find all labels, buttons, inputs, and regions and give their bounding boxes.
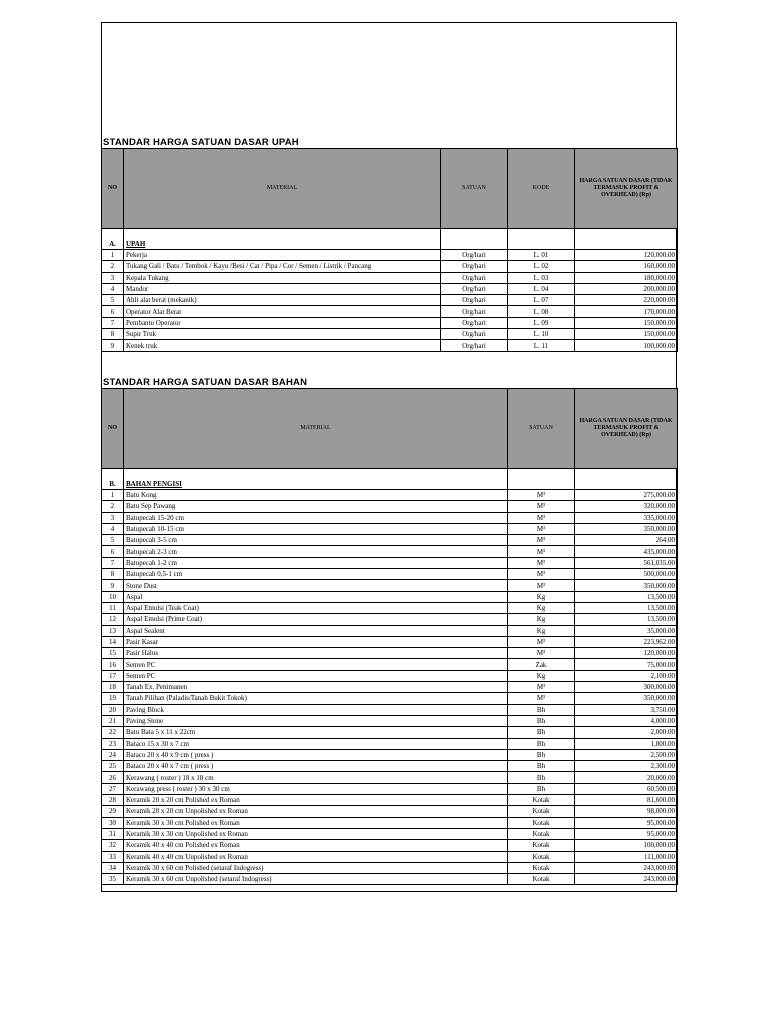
cell-harga: 220,000.00 <box>575 295 678 306</box>
cell-satuan: Bh <box>508 704 575 715</box>
cell-satuan: M³ <box>508 523 575 534</box>
cell-no: 29 <box>102 806 124 817</box>
cell-no: 7 <box>102 557 124 568</box>
cell-material: Keramik 30 x 30 cm Unpolished ex Roman <box>124 828 508 839</box>
cell-no: 4 <box>102 283 124 294</box>
table-row <box>102 727 678 738</box>
cell-harga: 160,000.00 <box>575 261 678 272</box>
cell-harga: 2,500.00 <box>575 749 678 760</box>
cell-no: 6 <box>102 546 124 557</box>
cell-no: 8 <box>102 569 124 580</box>
table-row <box>102 862 678 873</box>
cell-no: 8 <box>102 329 124 340</box>
table-row <box>102 283 678 294</box>
cell-satuan: Org/hari <box>441 261 508 272</box>
cell-harga: 150,000.00 <box>575 329 678 340</box>
cell-harga: 243,000.00 <box>575 874 678 885</box>
cell-satuan: Kg <box>508 625 575 636</box>
section-letter: A. <box>102 229 124 250</box>
cell-satuan: Org/hari <box>441 250 508 261</box>
cell-no: 2 <box>102 261 124 272</box>
cell-satuan: Bh <box>508 783 575 794</box>
header-no: NO <box>102 149 124 229</box>
cell-harga: 20,000.00 <box>575 772 678 783</box>
table-row <box>102 772 678 783</box>
cell-satuan: Zak <box>508 659 575 670</box>
cell-satuan: Bh <box>508 738 575 749</box>
cell-no: 35 <box>102 874 124 885</box>
table-row <box>102 329 678 340</box>
cell-material: Supir Truk <box>124 329 441 340</box>
cell-material: Keramik 30 x 60 cm Unpolished (setaraf Indogress) <box>124 874 508 885</box>
cell-satuan: M³ <box>508 569 575 580</box>
cell-harga: 13,500.00 <box>575 602 678 613</box>
cell-no: 4 <box>102 523 124 534</box>
cell-harga: 2,100.00 <box>575 670 678 681</box>
cell-no: 15 <box>102 648 124 659</box>
cell-material: Keramik 30 x 60 cm Polished (setaraf Indogress) <box>124 862 508 873</box>
cell-harga: 81,600.00 <box>575 795 678 806</box>
cell-satuan: Org/hari <box>441 317 508 328</box>
cell-kode: L. 04 <box>508 283 575 294</box>
table-row <box>102 614 678 625</box>
cell-material: Bataco 20 x 40 x 9 cm ( press ) <box>124 749 508 760</box>
cell-no: 31 <box>102 828 124 839</box>
cell-satuan: Kg <box>508 591 575 602</box>
cell-material: Semen PC <box>124 659 508 670</box>
cell-harga: 75,000.00 <box>575 659 678 670</box>
cell-no: 14 <box>102 636 124 647</box>
table-row <box>102 591 678 602</box>
cell-harga: 2,000.00 <box>575 727 678 738</box>
cell-harga: 200,000.00 <box>575 283 678 294</box>
cell-kode: L. 08 <box>508 306 575 317</box>
table-row <box>102 250 678 261</box>
cell-material: Batupecah 3-5 cm <box>124 535 508 546</box>
cell-material: Batupecah 10-15 cm <box>124 523 508 534</box>
cell-material: Batu Bata 5 x 11 x 22cm <box>124 727 508 738</box>
cell-harga: 100,000.00 <box>575 340 678 351</box>
cell-harga: 13,500.00 <box>575 591 678 602</box>
cell-no: 26 <box>102 772 124 783</box>
cell-no: 10 <box>102 591 124 602</box>
cell-material: Pasir Halus <box>124 648 508 659</box>
cell-material: Batupecah 0,5-1 cm <box>124 569 508 580</box>
cell-no: 18 <box>102 682 124 693</box>
cell-no: 27 <box>102 783 124 794</box>
section-letter: B. <box>102 469 124 490</box>
cell-satuan: Kotak <box>508 828 575 839</box>
cell-material: Bataco 20 x 40 x 7 cm ( press ) <box>124 761 508 772</box>
cell-kode: L. 01 <box>508 250 575 261</box>
cell-satuan: Bh <box>508 715 575 726</box>
cell-material: Aspal Emulsi (Teak Coat) <box>124 602 508 613</box>
cell-no: 11 <box>102 602 124 613</box>
cell-harga: 1,800.00 <box>575 738 678 749</box>
cell-harga: 120,000.00 <box>575 250 678 261</box>
table-row <box>102 817 678 828</box>
section-label: BAHAN PENGISI <box>124 469 508 490</box>
cell-material: Batupecah 2-3 cm <box>124 546 508 557</box>
cell-satuan: Org/hari <box>441 272 508 283</box>
cell-harga: 350,000.00 <box>575 523 678 534</box>
cell-material: Paving Stone <box>124 715 508 726</box>
header-satuan: SATUAN <box>441 149 508 229</box>
cell-material: Batu Sep Pawang <box>124 501 508 512</box>
cell-satuan: Org/hari <box>441 340 508 351</box>
table-row <box>102 783 678 794</box>
cell-satuan: Bh <box>508 761 575 772</box>
cell-kode: L. 09 <box>508 317 575 328</box>
table-row <box>102 806 678 817</box>
cell-material: Keramik 40 x 40 cm Polished ex Roman <box>124 840 508 851</box>
upah-table <box>101 148 678 352</box>
table-row <box>102 295 678 306</box>
cell-satuan: M³ <box>508 535 575 546</box>
cell-harga: 13,500.00 <box>575 614 678 625</box>
cell-material: Mandor <box>124 283 441 294</box>
cell-satuan: Org/hari <box>441 283 508 294</box>
header-satuan: SATUAN <box>508 389 575 469</box>
bahan-title: STANDAR HARGA SATUAN DASAR BAHAN <box>103 377 308 388</box>
cell-material: Stone Dust <box>124 580 508 591</box>
cell-satuan: Kg <box>508 602 575 613</box>
table-row <box>102 317 678 328</box>
cell-satuan: Bh <box>508 727 575 738</box>
bahan-table <box>101 388 678 885</box>
cell-satuan: Bh <box>508 749 575 760</box>
cell-no: 30 <box>102 817 124 828</box>
cell-harga: 4,000.00 <box>575 715 678 726</box>
cell-harga: 180,000.00 <box>575 272 678 283</box>
cell-no: 21 <box>102 715 124 726</box>
cell-satuan: M³ <box>508 512 575 523</box>
table-row <box>102 761 678 772</box>
cell-material: Operator Alat Berat <box>124 306 441 317</box>
cell-material: Batupecah 15-20 cm <box>124 512 508 523</box>
cell-material: Pasir Kasar <box>124 636 508 647</box>
cell-no: 28 <box>102 795 124 806</box>
cell-kode: L. 02 <box>508 261 575 272</box>
cell-harga: 300,000.00 <box>575 682 678 693</box>
cell-harga: 95,000.00 <box>575 828 678 839</box>
cell-harga: 170,000.00 <box>575 306 678 317</box>
cell-material: Pekerja <box>124 250 441 261</box>
cell-material: Bataco 15 x 30 x 7 cm <box>124 738 508 749</box>
cell-no: 17 <box>102 670 124 681</box>
cell-satuan: Org/hari <box>441 306 508 317</box>
table-row <box>102 512 678 523</box>
cell-satuan: M³ <box>508 636 575 647</box>
table-row <box>102 682 678 693</box>
cell-no: 1 <box>102 490 124 501</box>
cell-no: 13 <box>102 625 124 636</box>
cell-harga: 100,000.00 <box>575 840 678 851</box>
cell-no: 7 <box>102 317 124 328</box>
cell-harga: 95,000.00 <box>575 817 678 828</box>
cell-no: 19 <box>102 693 124 704</box>
cell-material: Kerawang press ( roster ) 30 x 30 cm <box>124 783 508 794</box>
cell-material: Ahli alat berat (mekanik) <box>124 295 441 306</box>
table-row <box>102 557 678 568</box>
cell-satuan: Kotak <box>508 874 575 885</box>
cell-satuan: Bh <box>508 772 575 783</box>
cell-harga: 3,750.00 <box>575 704 678 715</box>
cell-harga: 98,000.00 <box>575 806 678 817</box>
cell-no: 1 <box>102 250 124 261</box>
cell-material: Tanah Ex. Penimanen <box>124 682 508 693</box>
cell-kode: L. 10 <box>508 329 575 340</box>
cell-no: 32 <box>102 840 124 851</box>
cell-kode: L. 07 <box>508 295 575 306</box>
table-row <box>102 738 678 749</box>
header-no: NO <box>102 389 124 469</box>
header-kode: KODE <box>508 149 575 229</box>
cell-harga: 60,500.00 <box>575 783 678 794</box>
cell-satuan: Kotak <box>508 806 575 817</box>
table-row <box>102 625 678 636</box>
cell-harga: 435,000.00 <box>575 546 678 557</box>
table-row <box>102 272 678 283</box>
cell-material: Keramik 30 x 30 cm Polished ex Roman <box>124 817 508 828</box>
cell-kode: L. 03 <box>508 272 575 283</box>
cell-material: Kepala Tukang <box>124 272 441 283</box>
cell-harga: 350,000.00 <box>575 580 678 591</box>
cell-harga: 335,000.00 <box>575 512 678 523</box>
cell-satuan: Org/hari <box>441 329 508 340</box>
cell-satuan: M³ <box>508 648 575 659</box>
cell-satuan: M³ <box>508 682 575 693</box>
cell-no: 20 <box>102 704 124 715</box>
cell-satuan: Kg <box>508 670 575 681</box>
cell-material: Keramik 20 x 20 cm Polished ex Roman <box>124 795 508 806</box>
cell-satuan: M³ <box>508 557 575 568</box>
cell-harga: 561,035.00 <box>575 557 678 568</box>
cell-material: Aspal <box>124 591 508 602</box>
cell-material: Keramik 40 x 40 cm Unpolished ex Roman <box>124 851 508 862</box>
cell-harga: 275,000.00 <box>575 490 678 501</box>
cell-kode: L. 11 <box>508 340 575 351</box>
cell-no: 23 <box>102 738 124 749</box>
cell-harga: 223,962.00 <box>575 636 678 647</box>
table-row <box>102 659 678 670</box>
cell-harga: 320,000.00 <box>575 501 678 512</box>
cell-material: Paving Block <box>124 704 508 715</box>
table-row <box>102 670 678 681</box>
cell-satuan: M³ <box>508 501 575 512</box>
cell-satuan: Kotak <box>508 840 575 851</box>
cell-no: 5 <box>102 295 124 306</box>
table-row <box>102 648 678 659</box>
cell-satuan: M³ <box>508 580 575 591</box>
upah-title: STANDAR HARGA SATUAN DASAR UPAH <box>103 137 299 148</box>
table-row <box>102 840 678 851</box>
cell-material: Aspal Sealent <box>124 625 508 636</box>
cell-satuan: Kotak <box>508 851 575 862</box>
cell-no: 3 <box>102 512 124 523</box>
cell-no: 12 <box>102 614 124 625</box>
cell-no: 16 <box>102 659 124 670</box>
table-row <box>102 490 678 501</box>
cell-no: 6 <box>102 306 124 317</box>
cell-satuan: M³ <box>508 546 575 557</box>
cell-material: Pembantu Operator <box>124 317 441 328</box>
header-harga: HARGA SATUAN DASAR (TIDAK TERMASUK PROFIT & OVERHEAD) (Rp) <box>575 389 678 469</box>
cell-material: Batu Kong <box>124 490 508 501</box>
cell-no: 9 <box>102 340 124 351</box>
table-row <box>102 306 678 317</box>
table-row <box>102 535 678 546</box>
table-row <box>102 261 678 272</box>
header-harga: HARGA SATUAN DASAR (TIDAK TERMASUK PROFIT & OVERHEAD) (Rp) <box>575 149 678 229</box>
cell-material: Kenek truk <box>124 340 441 351</box>
cell-satuan: Kg <box>508 614 575 625</box>
cell-no: 24 <box>102 749 124 760</box>
cell-harga: 500,000.00 <box>575 569 678 580</box>
cell-material: Tukang Gali / Batu / Tembok / Kayu /Besi / Cat / Pipa / Cor / Semen / Listrik / Pancang <box>124 261 441 272</box>
table-row <box>102 828 678 839</box>
cell-no: 5 <box>102 535 124 546</box>
cell-harga: 150,000.00 <box>575 317 678 328</box>
table-row <box>102 580 678 591</box>
cell-harga: 2,300.00 <box>575 761 678 772</box>
table-row <box>102 636 678 647</box>
cell-satuan: Kotak <box>508 795 575 806</box>
cell-satuan: Org/hari <box>441 295 508 306</box>
cell-satuan: M³ <box>508 490 575 501</box>
cell-material: Aspal Emulsi (Prime Coat) <box>124 614 508 625</box>
table-row <box>102 704 678 715</box>
cell-no: 33 <box>102 851 124 862</box>
table-row <box>102 340 678 351</box>
cell-material: Tanah Pilihan (Paladis/Tanah Bukit Tokok) <box>124 693 508 704</box>
table-row <box>102 693 678 704</box>
table-row <box>102 546 678 557</box>
cell-satuan: Kotak <box>508 862 575 873</box>
cell-harga: 264.00 <box>575 535 678 546</box>
table-row <box>102 851 678 862</box>
table-row <box>102 749 678 760</box>
cell-harga: 111,000.00 <box>575 851 678 862</box>
cell-material: Batupecah 1-2 cm <box>124 557 508 568</box>
cell-harga: 120,000.00 <box>575 648 678 659</box>
table-row <box>102 523 678 534</box>
cell-satuan: Kotak <box>508 817 575 828</box>
cell-no: 2 <box>102 501 124 512</box>
table-row <box>102 569 678 580</box>
table-row <box>102 874 678 885</box>
cell-no: 22 <box>102 727 124 738</box>
cell-no: 9 <box>102 580 124 591</box>
cell-harga: 350,000.00 <box>575 693 678 704</box>
cell-no: 25 <box>102 761 124 772</box>
table-row <box>102 715 678 726</box>
cell-satuan: M³ <box>508 693 575 704</box>
header-material: MATERIAL <box>124 149 441 229</box>
cell-material: Keramik 20 x 20 cm Unpolished ex Roman <box>124 806 508 817</box>
cell-harga: 35,000.00 <box>575 625 678 636</box>
header-material: MATERIAL <box>124 389 508 469</box>
cell-no: 3 <box>102 272 124 283</box>
cell-no: 34 <box>102 862 124 873</box>
table-row <box>102 501 678 512</box>
section-label: UPAH <box>124 229 441 250</box>
cell-harga: 243,000.00 <box>575 862 678 873</box>
table-row <box>102 795 678 806</box>
table-row <box>102 602 678 613</box>
cell-material: Semen PC <box>124 670 508 681</box>
cell-material: Kerawang ( roster ) 18 x 18 cm <box>124 772 508 783</box>
